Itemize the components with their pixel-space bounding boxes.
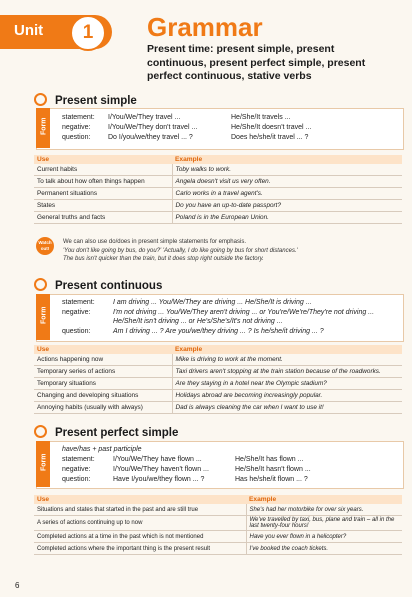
example-header: Example (246, 495, 402, 504)
form-text: Am I driving ... ? Are you/we/they driving ... ? Is he/she/it driving ... ? (113, 328, 324, 335)
section-heading-present-simple: Present simple (34, 93, 137, 107)
page-number: 6 (15, 581, 20, 590)
form-text: He/She/It isn't driving ... or He's/She's/It's not driving ... (113, 318, 283, 325)
example-header: Example (172, 345, 402, 354)
form-text: Does he/she/it travel ... ? (231, 134, 309, 141)
example-header: Example (172, 155, 402, 164)
form-tab: Form (36, 108, 50, 148)
form-tab: Form (36, 441, 50, 487)
statement-label: statement: (62, 114, 95, 121)
form-intro: have/has + past participle (62, 446, 142, 453)
table-row: Completed actions at a time in the past which is not mentioned Have you ever flown in a helicopter? (34, 531, 402, 543)
form-text: He/She/It travels ... (231, 114, 291, 121)
form-text: I/You/We/They have flown ... (113, 456, 202, 463)
form-text: I am driving ... You/We/They are driving ... He/She/It is driving ... (113, 299, 312, 306)
negative-label: negative: (62, 309, 91, 316)
note-example: 'You don't like going by bus, do you?' 'Actually, I do like going by bus for short distances.' (63, 247, 298, 254)
bullet-icon (34, 278, 47, 291)
watch-out-note (63, 238, 383, 264)
bullet-icon (34, 425, 47, 438)
form-text: I'm not driving ... You/We/They aren't driving ... or You're/We're/They're not driving ... (113, 309, 375, 316)
bullet-icon (34, 93, 47, 106)
statement-label: statement: (62, 299, 95, 306)
question-label: question: (62, 476, 91, 483)
table-row: Current habits Toby walks to work. (34, 164, 402, 176)
negative-label: negative: (62, 466, 91, 473)
question-label: question: (62, 328, 91, 335)
unit-number: 1 (70, 15, 106, 51)
page-subtitle: Present time: present simple, present continuous, present perfect simple, present perfect continuous, stative verbs (147, 43, 366, 82)
table-row: Temporary situations Are they staying in a hotel near the Olympic stadium? (34, 378, 402, 390)
table-row: General truths and facts Poland is in the European Union. (34, 212, 402, 224)
section-heading-present-perfect: Present perfect simple (34, 425, 178, 439)
table-row: Changing and developing situations Holidays abroad are becoming increasingly popular. (34, 390, 402, 402)
statement-label: statement: (62, 456, 95, 463)
note-line: We can also use do/does in present simple statements for emphasis. (63, 239, 246, 245)
question-label: question: (62, 134, 91, 141)
table-row: States Do you have an up-to-date passport? (34, 200, 402, 212)
table-row: Temporary series of actions Taxi drivers aren't stopping at the train station because of the roadworks. (34, 366, 402, 378)
table-row: To talk about how often things happen Angela doesn't visit us very often. (34, 176, 402, 188)
section-heading-present-continuous: Present continuous (34, 278, 162, 292)
form-text: I/You/We/They travel ... (108, 114, 181, 121)
unit-label: Unit (14, 22, 44, 39)
use-header: Use (34, 495, 246, 504)
page-title: Grammar (147, 12, 263, 42)
use-header: Use (34, 345, 172, 354)
form-text: Have I/you/we/they flown ... ? (113, 476, 205, 483)
use-header: Use (34, 155, 172, 164)
note-example: The bus isn't quicker than the train, but it does stop right outside the factory. (63, 256, 264, 262)
form-text: Has he/she/it flown ... ? (235, 476, 308, 483)
form-text: He/She/It has flown ... (235, 456, 304, 463)
form-text: I/You/We/They don't travel ... (108, 124, 198, 131)
table-row: Permanent situations Carlo works in a travel agent's. (34, 188, 402, 200)
table-row: Completed actions where the important thing is the present result I've booked the coach tickets. (34, 543, 402, 555)
table-row: A series of actions continuing up to now We've travelled by taxi, bus, plane and train – all in the last twenty-four hours! (34, 516, 402, 531)
form-tab: Form (36, 294, 50, 340)
form-text: He/She/It hasn't flown ... (235, 466, 311, 473)
table-row: Annoying habits (usually with always) Dad is always cleaning the car when I want to use it! (34, 402, 402, 414)
form-text: I/You/We/They haven't flown ... (113, 466, 209, 473)
form-text: He/She/It doesn't travel ... (231, 124, 312, 131)
watch-out-badge: Watch out! (36, 237, 54, 255)
form-text: Do I/you/we/they travel ... ? (108, 134, 193, 141)
table-row: Actions happening now Mike is driving to work at the moment. (34, 354, 402, 366)
use-table-present-continuous (34, 345, 402, 414)
table-row: Situations and states that started in the past and are still true She's had her motorbike for over six years. (34, 504, 402, 516)
negative-label: negative: (62, 124, 91, 131)
use-table-present-simple (34, 155, 402, 224)
use-table-present-perfect (34, 495, 402, 555)
